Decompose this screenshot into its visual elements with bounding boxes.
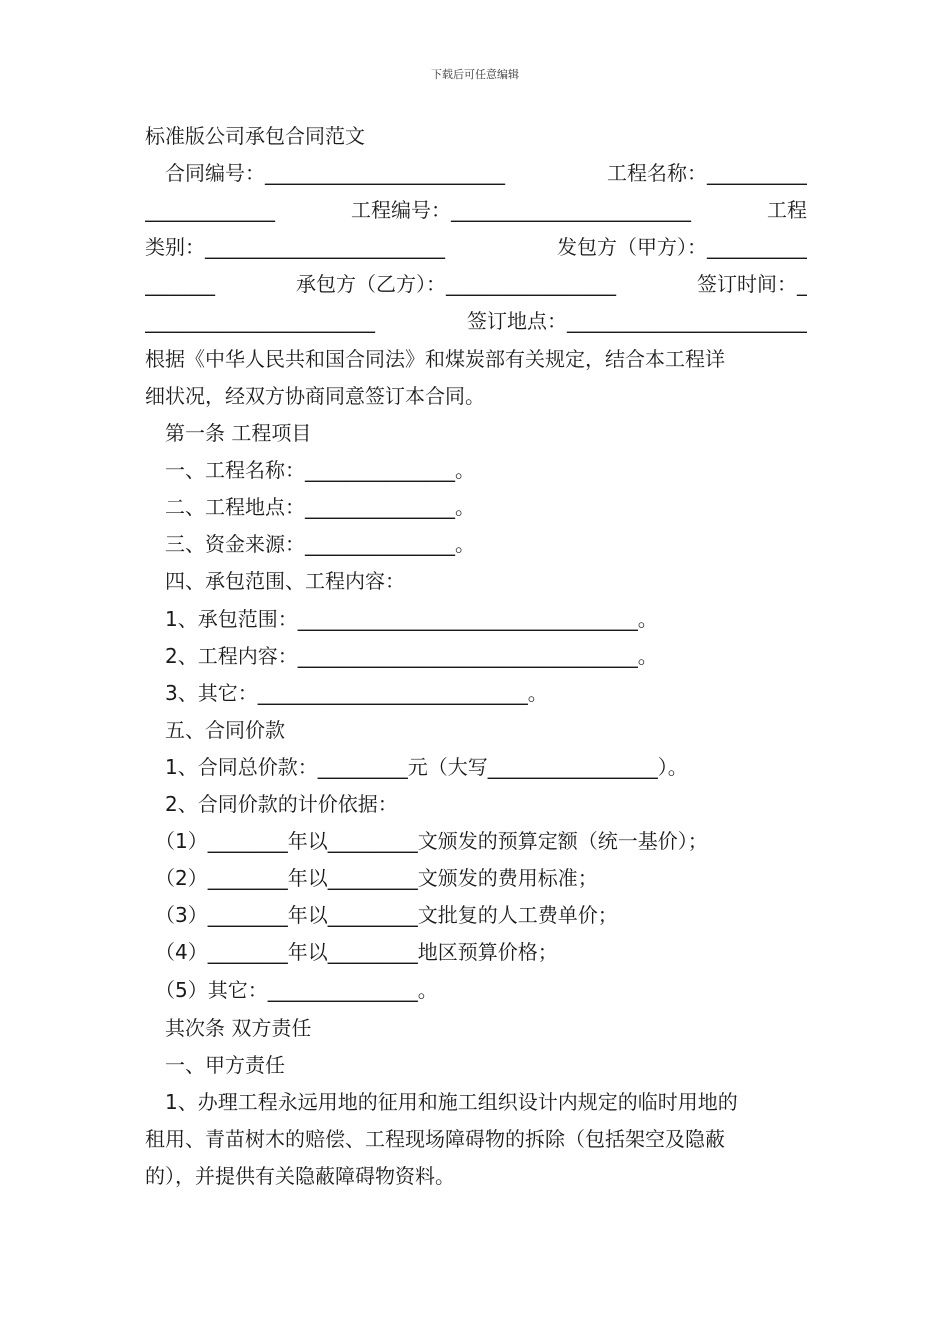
paragraph-line: （1）________年以_________文颁发的预算定额（统一基价）； [145,829,708,853]
party-a-field: 发包方（甲方）：__________ [557,235,807,259]
paragraph-line: 三、资金来源：_______________。 [145,532,475,556]
paragraph-line: 四、承包范围、工程内容： [145,569,405,593]
paragraph-line: 一、工程名称：_______________。 [145,458,475,482]
section-heading: 其次条 双方责任 [145,1016,312,1040]
paragraph-line: 1、承包范围：__________________________________。 [145,607,658,631]
paragraph-line: 的），并提供有关隐蔽障碍物资料。 [145,1164,455,1188]
paragraph-line: 1、合同总价款：_________元（大写_________________）。 [145,755,688,779]
document-title: 标准版公司承包合同范文 [145,124,365,148]
field-line-5 [145,303,807,340]
paragraph-line: 3、其它：___________________________。 [145,681,548,705]
field-line-3 [145,229,807,266]
section-heading: 第一条 工程项目 [145,421,312,445]
paragraph-line: 一、甲方责任 [145,1053,285,1077]
paragraph-line: 1、办理工程永远用地的征用和施工组织设计内规定的临时用地的 [145,1090,738,1114]
sign-place-field: 签订地点：________________________ [467,309,807,333]
sign-date-field: 签订时间：_ [697,272,807,296]
party-b-field: 承包方（乙方）：_________________ [296,272,616,296]
paragraph-line: 2、工程内容：__________________________________。 [145,644,658,668]
project-number-field: 工程编号：________________________ [351,198,691,222]
paragraph-line: 二、工程地点：_______________。 [145,495,475,519]
field-line-1 [145,155,807,192]
contract-number-field: 合同编号：________________________ [145,161,505,185]
paragraph-line: （2）________年以_________文颁发的费用标准； [145,866,598,890]
paragraph-line: （5）其它：_______________。 [145,978,438,1002]
paragraph-line: 五、合同价款 [145,718,285,742]
blank-continuation: _____________ [145,198,275,222]
field-line-2 [145,192,807,229]
blank-continuation: _______ [145,272,215,296]
blank-continuation: _______________________ [145,309,375,333]
paragraph-line: 租用、青苗树木的赔偿、工程现场障碍物的拆除（包括架空及隐蔽 [145,1127,725,1151]
paragraph-line: （4）________年以_________地区预算价格； [145,940,558,964]
paragraph-line: 2、合同价款的计价依据： [145,792,398,816]
header-note: 下载后可任意编辑 [431,68,519,81]
paragraph-line: 细状况，经双方协商同意签订本合同。 [145,384,485,408]
project-type-field: 类别：________________________ [145,235,445,259]
project-type-label: 工程 [767,198,807,222]
paragraph-line: 根据《中华人民共和国合同法》和煤炭部有关规定，结合本工程详 [145,347,725,371]
field-line-4 [145,266,807,303]
paragraph-line: （3）________年以_________文批复的人工费单价； [145,903,618,927]
project-name-field: 工程名称：__________ [607,161,807,185]
